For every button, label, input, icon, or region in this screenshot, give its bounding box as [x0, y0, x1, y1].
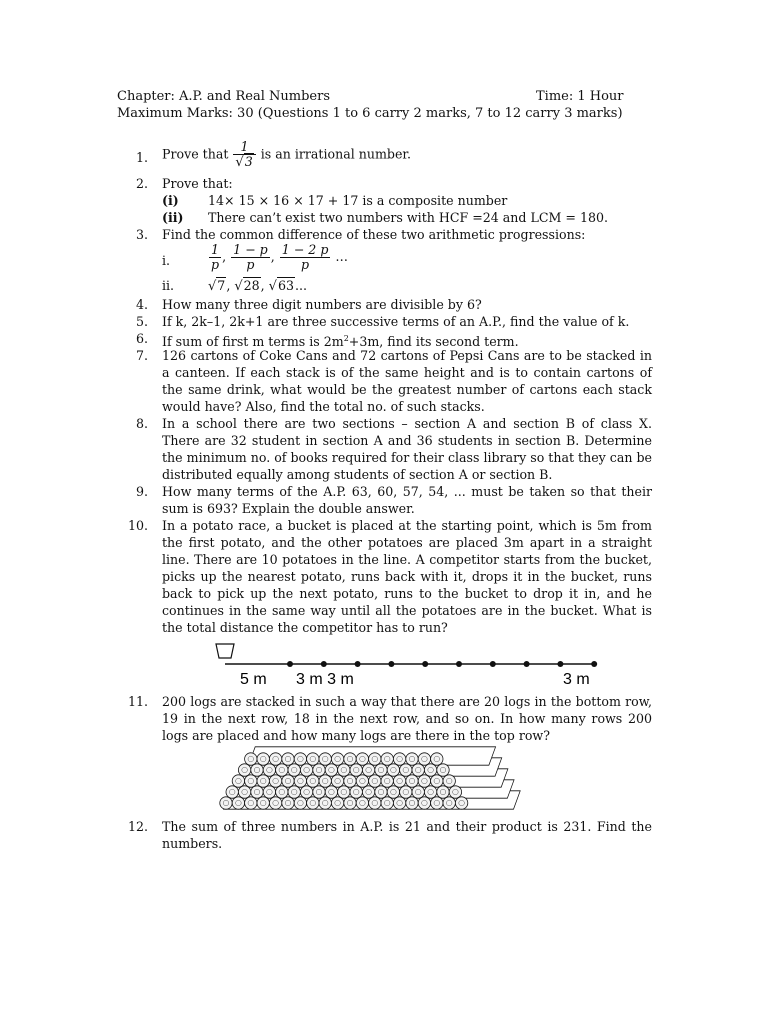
- log-end: [288, 764, 300, 776]
- fraction-one-over-root-three: $\frac{1}{√3}$: [233, 140, 255, 170]
- log-end: [393, 753, 405, 765]
- log-pile-icon: [220, 747, 520, 809]
- potato-dot: [591, 661, 597, 667]
- log-end: [257, 797, 269, 809]
- log-end: [400, 764, 412, 776]
- log-end: [245, 753, 257, 765]
- question-2-part-i: (i) 14× 15 × 16 × 17 + 17 is a composite number: [162, 193, 508, 208]
- logs-stack-figure: [216, 745, 526, 811]
- log-end: [350, 764, 362, 776]
- log-end: [245, 797, 257, 809]
- log-end: [381, 753, 393, 765]
- log-end: [443, 797, 455, 809]
- log-end: [375, 786, 387, 798]
- log-end: [406, 753, 418, 765]
- log-end: [294, 775, 306, 787]
- question-3-part-i: i. $\frac{1}{p}$ , $\frac{1 - p}{p}$ , $\frac{1 - 2 p}{p}$ …: [162, 242, 348, 272]
- time-label: Time: 1 Hour: [536, 89, 624, 104]
- log-end: [226, 786, 238, 798]
- log-end: [220, 797, 232, 809]
- log-end: [449, 786, 461, 798]
- log-end: [369, 753, 381, 765]
- potato-dot: [321, 661, 327, 667]
- log-end: [319, 775, 331, 787]
- marks-label: Maximum Marks: 30 (Questions 1 to 6 carry 2 marks, 7 to 12 carry 3 marks): [117, 106, 623, 121]
- log-end: [331, 797, 343, 809]
- log-end: [418, 775, 430, 787]
- log-end: [431, 775, 443, 787]
- potato-dot: [524, 661, 530, 667]
- log-end: [356, 753, 368, 765]
- log-end: [251, 764, 263, 776]
- log-end: [232, 775, 244, 787]
- question-8: 8. In a school there are two sections – section A and section B of class X. There are 32 student in section A and 36 students in section B. Determine the minimum no. of books required for their class library so that they can be distributed equally among students of section A or section B.: [135, 416, 652, 482]
- log-end: [282, 797, 294, 809]
- log-end: [344, 797, 356, 809]
- question-6: 6. If sum of first m terms is $2m^2+3m$, find its second term.: [135, 331, 519, 350]
- log-end: [418, 797, 430, 809]
- log-end: [412, 764, 424, 776]
- question-11: 11. 200 logs are stacked in such a way that there are 20 logs in the bottom row, 19 in the next row, 18 in the next row, and so on. In how many rows 200 logs are placed and how many logs are there in the top row?: [127, 694, 652, 743]
- log-end: [282, 775, 294, 787]
- log-end: [238, 764, 250, 776]
- label-5m: 5 m: [240, 671, 267, 688]
- log-end: [238, 786, 250, 798]
- label-3m-3m: 3 m 3 m: [296, 671, 354, 688]
- log-end: [307, 797, 319, 809]
- log-end: [431, 797, 443, 809]
- log-end: [412, 786, 424, 798]
- log-end: [257, 775, 269, 787]
- log-end: [406, 797, 418, 809]
- log-end: [294, 753, 306, 765]
- log-end: [282, 753, 294, 765]
- log-end: [369, 797, 381, 809]
- log-end: [455, 797, 467, 809]
- log-end: [276, 764, 288, 776]
- question-2: 2. Prove that: (i) 14× 15 × 16 × 17 + 17 is a composite number (ii) There can’t exist two numbers with HCF =24 and LCM = 180.: [136, 175, 652, 226]
- log-end: [344, 775, 356, 787]
- bucket-icon: [216, 644, 234, 658]
- log-end: [319, 797, 331, 809]
- log-end: [251, 786, 263, 798]
- potato-dot: [456, 661, 462, 667]
- log-end: [331, 753, 343, 765]
- log-end: [288, 786, 300, 798]
- log-end: [431, 753, 443, 765]
- log-end: [424, 764, 436, 776]
- log-end: [331, 775, 343, 787]
- log-end: [443, 775, 455, 787]
- log-end: [362, 786, 374, 798]
- log-end: [375, 764, 387, 776]
- potato-dot: [287, 661, 293, 667]
- log-end: [362, 764, 374, 776]
- log-end: [269, 753, 281, 765]
- log-end: [319, 753, 331, 765]
- log-end: [338, 786, 350, 798]
- question-2-part-ii: (ii) There can’t exist two numbers with HCF =24 and LCM = 180.: [162, 210, 608, 225]
- chapter-title: Chapter: A.P. and Real Numbers: [117, 89, 331, 104]
- log-end: [393, 775, 405, 787]
- log-end: [424, 786, 436, 798]
- log-end: [313, 786, 325, 798]
- log-end: [338, 764, 350, 776]
- log-end: [369, 775, 381, 787]
- log-end: [393, 797, 405, 809]
- log-end: [307, 753, 319, 765]
- potato-dot: [388, 661, 394, 667]
- log-end: [387, 764, 399, 776]
- potato-dot: [355, 661, 361, 667]
- question-1: 1. Prove that $\frac{1}{√3}$ is an irrational number.: [135, 139, 412, 170]
- question-5: 5. If k, 2k–1, 2k+1 are three successive terms of an A.P., find the value of k.: [135, 314, 630, 329]
- log-end: [344, 753, 356, 765]
- log-end: [263, 764, 275, 776]
- log-end: [307, 775, 319, 787]
- log-end: [356, 775, 368, 787]
- question-3: 3. Find the common difference of these two arithmetic progressions: i. $\frac{1}{p}$ , $\frac{1 - p}{p}$ , $\frac{1 - 2 p}{p}$ … ii. √7, √28, √63...: [136, 226, 652, 294]
- log-end: [381, 775, 393, 787]
- label-3m-last: 3 m: [563, 671, 590, 688]
- question-7: 7. 126 cartons of Coke Cans and 72 cartons of Pepsi Cans are to be stacked in a canteen. If each stack is of the same height and is to contain cartons of the same drink, what would be the greatest number of cartons each stack would have? Also, find the total no. of such stacks.: [135, 348, 652, 414]
- question-9: 9. How many terms of the A.P. 63, 60, 57, 54, ... must be taken so that their sum is 693? Explain the double answer.: [135, 484, 652, 516]
- log-end: [300, 786, 312, 798]
- potato-dot: [422, 661, 428, 667]
- potato-race-figure: [200, 638, 610, 688]
- potato-dot: [490, 661, 496, 667]
- log-end: [437, 786, 449, 798]
- log-end: [245, 775, 257, 787]
- log-end: [257, 753, 269, 765]
- question-10: 10. In a potato race, a bucket is placed at the starting point, which is 5m from the first potato, and the other potatoes are placed 3m apart in a straight line. There are 10 potatoes in the line. A competitor starts from the bucket, picks up the nearest potato, runs back with it, drops it in the bucket, runs back to pick up the next potato, runs to the bucket to drop it in, and he continues in the same way until all the potatoes are in the bucket. What is the total distance the competitor has to run?: [127, 518, 652, 635]
- log-end: [418, 753, 430, 765]
- log-end: [269, 797, 281, 809]
- log-end: [437, 764, 449, 776]
- log-end: [269, 775, 281, 787]
- log-end: [300, 764, 312, 776]
- question-4: 4. How many three digit numbers are divisible by 6?: [135, 297, 482, 312]
- log-end: [276, 786, 288, 798]
- log-end: [387, 786, 399, 798]
- log-end: [263, 786, 275, 798]
- log-end: [400, 786, 412, 798]
- log-end: [381, 797, 393, 809]
- log-end: [350, 786, 362, 798]
- log-end: [325, 786, 337, 798]
- log-end: [232, 797, 244, 809]
- potato-dot: [557, 661, 563, 667]
- log-end: [294, 797, 306, 809]
- question-3-part-ii: ii. √7, √28, √63...: [162, 278, 308, 294]
- log-end: [356, 797, 368, 809]
- log-end: [406, 775, 418, 787]
- question-12: 12. The sum of three numbers in A.P. is 21 and their product is 231. Find the numbers.: [127, 819, 652, 851]
- log-end: [313, 764, 325, 776]
- log-end: [325, 764, 337, 776]
